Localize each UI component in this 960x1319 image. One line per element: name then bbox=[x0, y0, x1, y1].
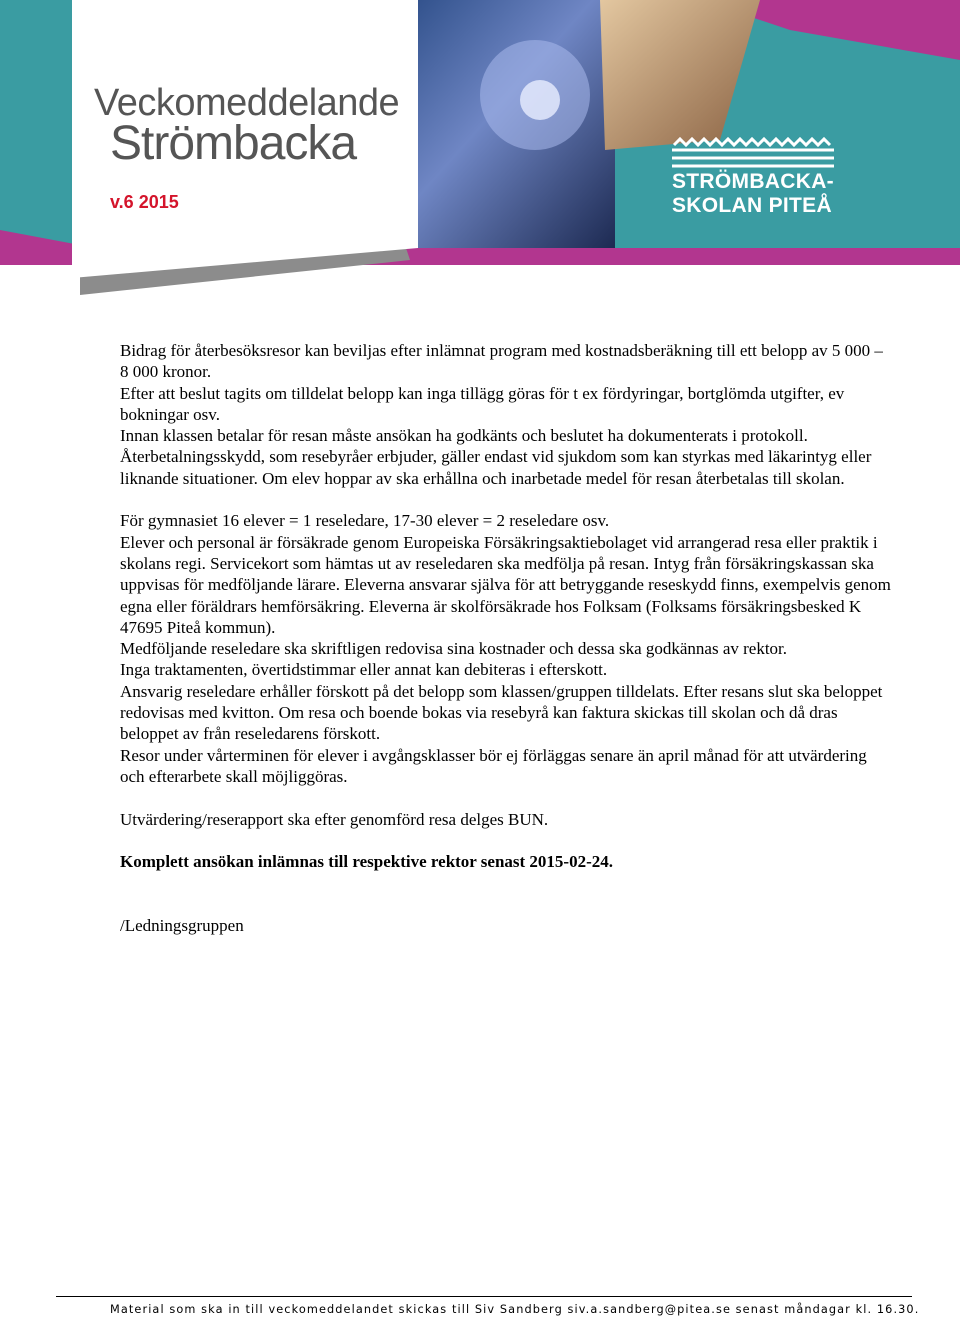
paragraph: Inga traktamenten, övertidstimmar eller annat kan debiteras i efterskott. bbox=[120, 660, 608, 680]
newsletter-title: Veckomeddelande bbox=[94, 82, 400, 124]
deadline-notice: Komplett ansökan inlämnas till respektive rektor senast 2015-02-24. bbox=[120, 852, 614, 872]
school-name-line2: SKOLAN PITEÅ bbox=[672, 194, 832, 217]
paragraph: Elever och personal är försäkrade genom Europeiska Försäkringsaktiebolaget vid arrangerad resa eller praktik i skolans regi. Servicekort som hämtas ut av reseledaren ska medfölja på resan. Intyg från försäkringskassan ska uppvisas för medföljande lärare. Eleverna ansvarar själva för att betryggande reseskydd finns, exempelvis genom egna eller föräldrars hemförsäkring. Eleverna är skolförsäkrade hos Folksam (Folksams försäkringsbesked K 47695 Piteå kommun). bbox=[120, 532, 891, 637]
school-name-line1: STRÖMBACKA- bbox=[672, 170, 834, 193]
signature: /Ledningsgruppen bbox=[120, 916, 244, 936]
school-logo bbox=[672, 140, 842, 218]
newsletter-subtitle: Strömbacka bbox=[110, 117, 357, 170]
paragraph: För gymnasiet 16 elever = 1 reseledare, 17-30 elever = 2 reseledare osv. bbox=[120, 511, 610, 531]
document-body bbox=[120, 340, 895, 936]
paragraph: Efter att beslut tagits om tilldelat belopp kan inga tillägg göras för t ex fördyringar, bortglömda utgifter, ev bokningar osv. bbox=[120, 383, 845, 424]
paragraph: Resor under vårterminen för elever i avgångsklasser bör ej förläggas senare än april månad för att utvärdering och efterarbete skall möjliggöras. bbox=[120, 745, 867, 786]
paragraph: Innan klassen betalar för resan måste ansökan ha godkänts och beslutet ha dokumenterats i protokoll. bbox=[120, 426, 808, 446]
paragraph: Återbetalningsskydd, som resebyråer erbjuder, gäller endast vid sjukdom som kan styrkas med läkarintyg eller liknande situationer. Om elev hoppar av ska erhållna och inarbetade medel för resan återbetalas till skolan. bbox=[120, 447, 872, 488]
paragraph: Bidrag för återbesöksresor kan beviljas efter inlämnat program med kostnadsberäkning till ett belopp av 5 000 – 8 000 kronor. bbox=[120, 341, 883, 382]
paragraph: Medföljande reseledare ska skriftligen redovisa sina kostnader och dessa ska godkännas av rektor. bbox=[120, 639, 788, 659]
paragraph: Utvärdering/reserapport ska efter genomförd resa delges BUN. bbox=[120, 809, 549, 829]
header-banner bbox=[0, 0, 960, 300]
footer-note: Material som ska in till veckomeddelandet skickas till Siv Sandberg siv.a.sandberg@pitea.se senast måndagar kl. 16.30. bbox=[110, 1303, 920, 1316]
footer-divider bbox=[56, 1296, 912, 1297]
week-number: v.6 2015 bbox=[110, 192, 179, 212]
paragraph: Ansvarig reseledare erhåller förskott på det belopp som klassen/gruppen tilldelats. Efter resans slut ska beloppet redovisas med kvitton. Om resa och boende bokas via resebyrå kan faktura skickas till skolan och då dras beloppet av från reseledarens förskott. bbox=[120, 681, 883, 744]
